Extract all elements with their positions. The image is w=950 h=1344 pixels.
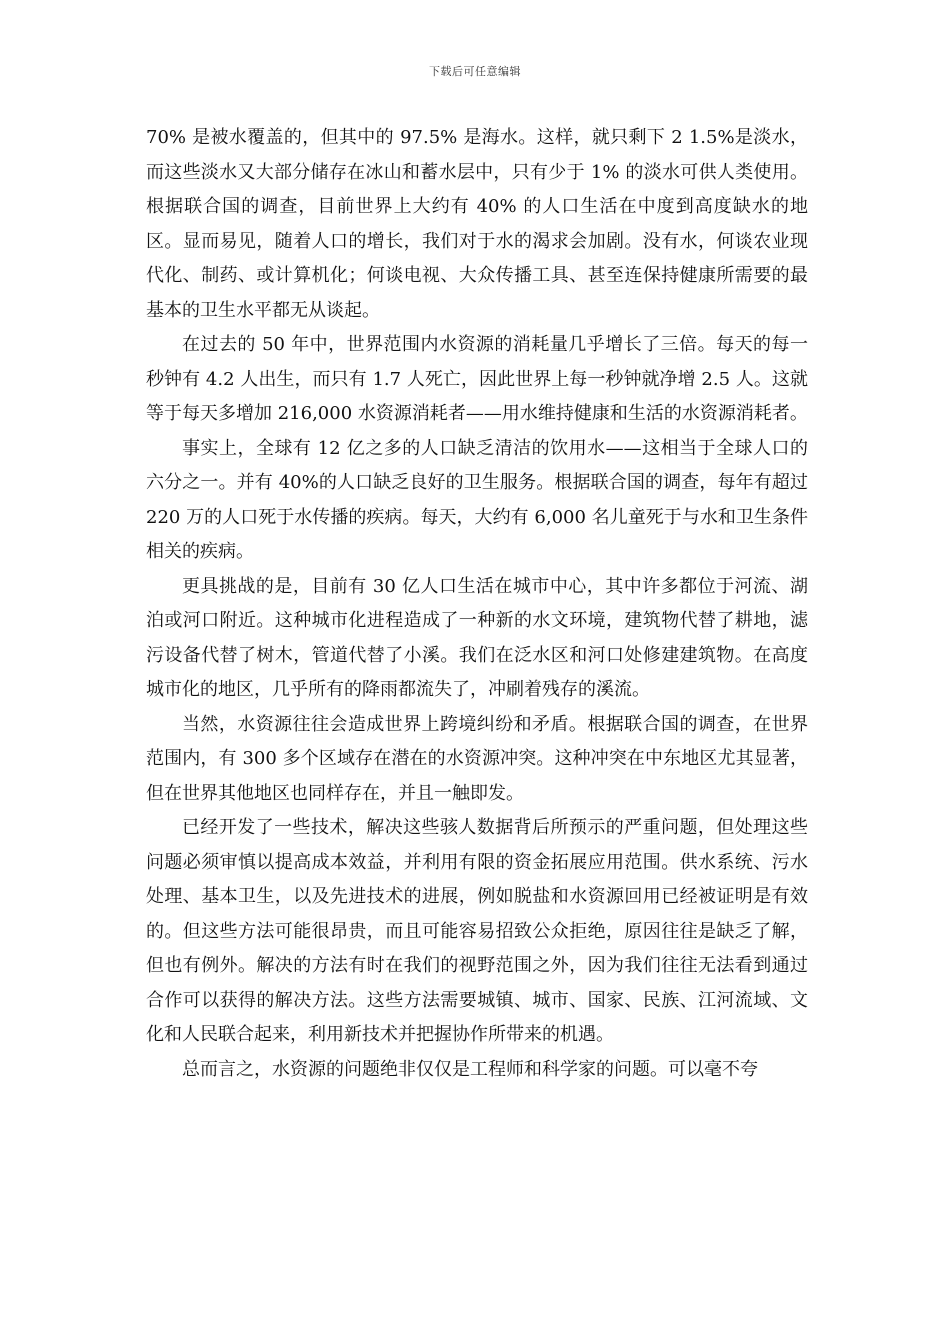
paragraph-1: 70% 是被水覆盖的，但其中的 97.5% 是海水。这样，就只剩下 2 1.5%是淡水，而这些淡水又大部分储存在冰山和蓄水层中，只有少于 1% 的淡水可供人类使用。根据联合国的调查，目前世界上大约有 40% 的人口生活在中度到高度缺水的地区。显而易见，随着人口的增长，我们对于水的渴求会加剧。没有水，何谈农业现代化、制药、或计算机化；何谈电视、大众传播工具、甚至连保持健康所需要的最基本的卫生水平都无从谈起。 <box>146 127 808 321</box>
paragraph-6: 已经开发了一些技术，解决这些骇人数据背后所预示的严重问题，但处理这些问题必须审慎以提高成本效益，并利用有限的资金拓展应用范围。供水系统、污水处理、基本卫生，以及先进技术的进展，例如脱盐和水资源回用已经被证明是有效的。但这些方法可能很昂贵，而且可能容易招致公众拒绝，原因往往是缺乏了解，但也有例外。解决的方法有时在我们的视野范围之外，因为我们往往无法看到通过合作可以获得的解决方法。这些方法需要城镇、城市、国家、民族、江河流域、文化和人民联合起来，利用新技术并把握协作所带来的机遇。 <box>146 817 808 1045</box>
paragraph-3: 事实上，全球有 12 亿之多的人口缺乏清洁的饮用水——这相当于全球人口的六分之一。并有 40%的人口缺乏良好的卫生服务。根据联合国的调查，每年有超过 220 万的人口死于水传播的疾病。每天，大约有 6,000 名儿童死于与水和卫生条件相关的疾病。 <box>146 437 808 562</box>
paragraph-2: 在过去的 50 年中，世界范围内水资源的消耗量几乎增长了三倍。每天的每一秒钟有 4.2 人出生，而只有 1.7 人死亡，因此世界上每一秒钟就净增 2.5 人。这就等于每天多增加 216,000 水资源消耗者——用水维持健康和生活的水资源消耗者。 <box>146 334 808 424</box>
paragraph-7: 总而言之，水资源的问题绝非仅仅是工程师和科学家的问题。可以毫不夸 <box>182 1058 758 1080</box>
body-text <box>146 121 808 1087</box>
paragraph-4: 更具挑战的是，目前有 30 亿人口生活在城市中心，其中许多都位于河流、湖泊或河口附近。这种城市化进程造成了一种新的水文环境，建筑物代替了耕地，滤污设备代替了树木，管道代替了小溪。我们在泛水区和河口处修建建筑物。在高度城市化的地区，几乎所有的降雨都流失了，冲刷着残存的溪流。 <box>146 575 808 700</box>
paragraph-5: 当然，水资源往往会造成世界上跨境纠纷和矛盾。根据联合国的调查，在世界范围内，有 300 多个区域存在潜在的水资源冲突。这种冲突在中东地区尤其显著，但在世界其他地区也同样存在，并且一触即发。 <box>146 713 808 804</box>
page-header: 下载后可任意编辑 <box>429 65 521 78</box>
